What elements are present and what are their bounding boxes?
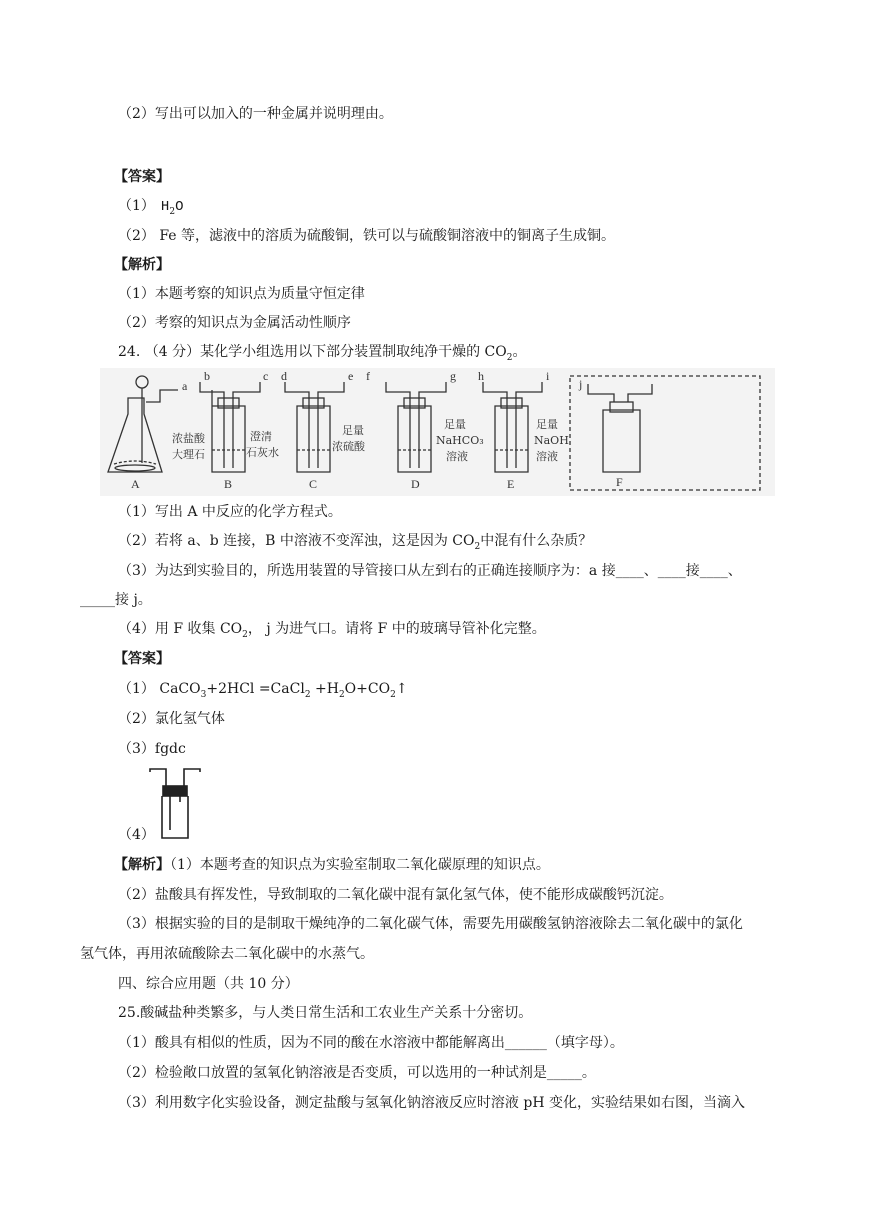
contents-label: 浓硫酸 [332, 440, 365, 453]
contents-label: 大理石 [172, 448, 205, 461]
port-label: h [478, 369, 484, 383]
contents-label: 足量 [342, 424, 364, 437]
port-label: g [450, 369, 456, 383]
analysis24-p1: 【解析】（1）本题考查的知识点为实验室制取二氧化碳原理的知识点。 [114, 857, 550, 873]
analysis23-p1: （1）本题考察的知识点为质量守恒定律 [118, 286, 365, 302]
apparatus-letter: A [131, 477, 140, 491]
analysis24-p2: （2）盐酸具有挥发性，导致制取的二氧化碳中混有氯化氢气体，使不能形成碳酸钙沉淀。 [118, 887, 673, 903]
q25-part2: （2）检验敞口放置的氢氧化钠溶液是否变质，可以选用的一种试剂是_____。 [118, 1065, 596, 1081]
analysis-heading: 【解析】 [114, 257, 170, 273]
analysis24-p3-line1: （3）根据实验的目的是制取干燥纯净的二氧化碳气体，需要先用碳酸氢钠溶液除去二氧化碳中的氯化 [118, 916, 743, 932]
answer23-item1: （1） $H_2O$ [118, 198, 184, 217]
apparatus-F [588, 384, 652, 472]
contents-label: 溶液 [536, 450, 558, 463]
answer24-item2: （2）氯化氢气体 [118, 711, 225, 727]
apparatus-letter: C [309, 477, 318, 491]
apparatus-D [386, 382, 446, 472]
q24-part3-line1: （3）为达到实验目的，所选用装置的导管接口从左到右的正确连接顺序为：a 接____、____接____、 [118, 563, 742, 579]
section-title: 四、综合应用题（共 10 分） [118, 976, 299, 992]
apparatus-letter: B [224, 477, 233, 491]
contents-label: NaHCO₃ [436, 434, 484, 447]
answer-heading: 【答案】 [114, 651, 170, 667]
contents-label: 足量 [536, 418, 558, 431]
analysis23-p2: （2）考察的知识点为金属活动性顺序 [118, 315, 351, 331]
port-label: f [366, 369, 370, 383]
answer24-item1: （1） CaCO$_3$+2HCl =CaCl$_2$ $+H_2O+CO_2↑$ [118, 681, 408, 700]
q25-stem: 25.酸碱盐种类繁多，与人类日常生活和工农业生产关系十分密切。 [118, 1005, 533, 1021]
answer24-item4: （4） [118, 827, 155, 843]
q24-part4: （4）用 F 收集 $CO_2$， j 为进气口。请将 F 中的玻璃导管补化完整。 [118, 621, 546, 640]
port-label: c [263, 369, 269, 383]
apparatus-letter: E [507, 477, 515, 491]
q25-part1: （1）酸具有相似的性质，因为不同的酸在水溶液中都能解离出______（填字母）。 [118, 1035, 624, 1051]
q25-part3: （3）利用数字化实验设备，测定盐酸与氢氧化钠溶液反应时溶液 pH 变化，实验结果如右图，当滴入 [118, 1095, 745, 1111]
apparatus-F-frame [570, 376, 760, 490]
answer-heading: 【答案】 [114, 169, 170, 185]
port-label: j [579, 377, 583, 391]
analysis24-p3-line2: 氢气体，再用浓硫酸除去二氧化碳中的水蒸气。 [80, 946, 374, 962]
port-label: d [281, 369, 287, 383]
contents-label: NaOH [534, 434, 569, 447]
port-label: e [348, 369, 354, 383]
q24-part3-line2: _____接 j。 [80, 592, 152, 608]
contents-label: 足量 [444, 418, 466, 431]
port-label: a [182, 379, 188, 393]
q24-part1: （1）写出 A 中反应的化学方程式。 [118, 504, 342, 520]
apparatus-A [108, 376, 178, 472]
port-label: i [546, 369, 550, 383]
answer-bottle-figure [148, 768, 202, 840]
contents-label: 溶液 [446, 450, 468, 463]
contents-label: 石灰水 [246, 446, 279, 459]
contents-label: 澄清 [250, 430, 272, 443]
apparatus-E [483, 382, 542, 472]
apparatus-letter: D [411, 477, 420, 491]
answer23-item2: （2） Fe 等，滤液中的溶质为硫酸铜，铁可以与硫酸铜溶液中的铜离子生成铜。 [118, 228, 616, 244]
apparatus-letter: F [616, 475, 623, 489]
q23-part2: （2）写出可以加入的一种金属并说明理由。 [118, 106, 393, 122]
gas-apparatus-diagram [100, 368, 775, 496]
apparatus-C [285, 382, 344, 472]
q24-part2: （2）若将 a、b 连接，B 中溶液不变浑浊，这是因为 $CO_2$中混有什么杂质？ [118, 533, 593, 552]
contents-label: 浓盐酸 [172, 432, 205, 445]
port-label: b [204, 369, 210, 383]
q24-stem: 24. （4 分）某化学小组选用以下部分装置制取纯净干燥的 $CO_2$。 [118, 344, 527, 363]
answer24-item3: （3）fgdc [118, 741, 186, 757]
